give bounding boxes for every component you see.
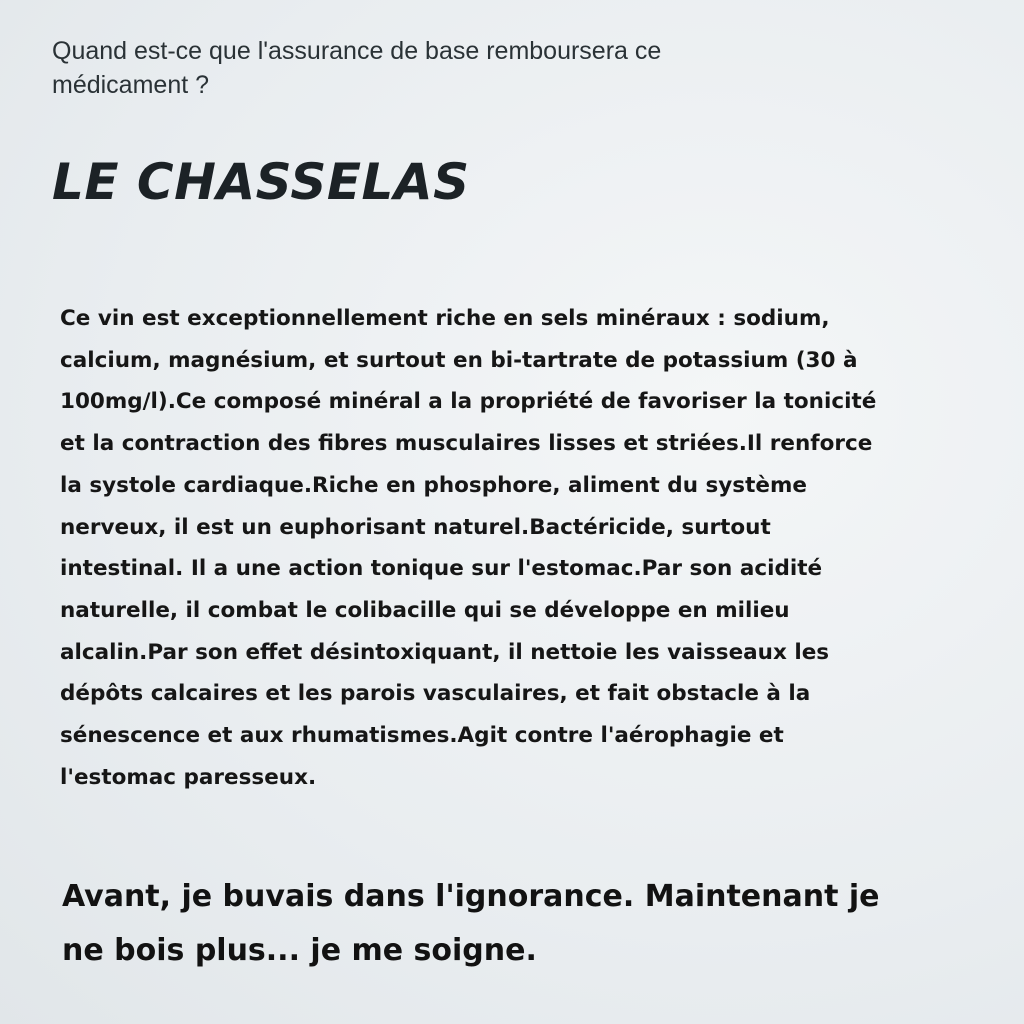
body-paragraph — [60, 298, 990, 798]
body-line: Ce vin est exceptionnellement riche en sels minéraux : sodium, — [60, 306, 830, 331]
body-line: dépôts calcaires et les parois vasculaires, et fait obstacle à la — [60, 681, 811, 707]
body-line: et la contraction des fibres musculaires lisses et striées.Il renforce — [60, 431, 873, 457]
body-line: 100mg/l).Ce composé minéral a la propriété de favoriser la tonicité — [60, 389, 877, 415]
body-line: l'estomac paresseux. — [60, 764, 317, 790]
question-line: Quand est-ce que l'assurance de base remboursera ce — [52, 37, 662, 65]
body-line: calcium, magnésium, et surtout en bi-tartrate de potassium (30 à — [60, 347, 858, 373]
question-heading — [52, 34, 952, 102]
question-line: médicament ? — [52, 71, 210, 99]
closing-line: ne bois plus... je me soigne. — [62, 933, 537, 968]
body-line: alcalin.Par son effet désintoxiquant, il nettoie les vaisseaux les — [60, 639, 830, 665]
body-line: nerveux, il est un euphorisant naturel.Bactéricide, surtout — [60, 514, 771, 540]
body-line: la systole cardiaque.Riche en phosphore, aliment du système — [60, 472, 807, 498]
closing-line: Avant, je buvais dans l'ignorance. Maintenant je — [62, 879, 880, 914]
body-line: sénescence et aux rhumatismes.Agit contre l'aérophagie et — [60, 723, 784, 749]
page-title: LE CHASSELAS — [52, 153, 470, 211]
closing-statement — [62, 870, 1002, 978]
body-line: intestinal. Il a une action tonique sur l'estomac.Par son acidité — [60, 556, 823, 582]
body-line: naturelle, il combat le colibacille qui se développe en milieu — [60, 597, 790, 623]
